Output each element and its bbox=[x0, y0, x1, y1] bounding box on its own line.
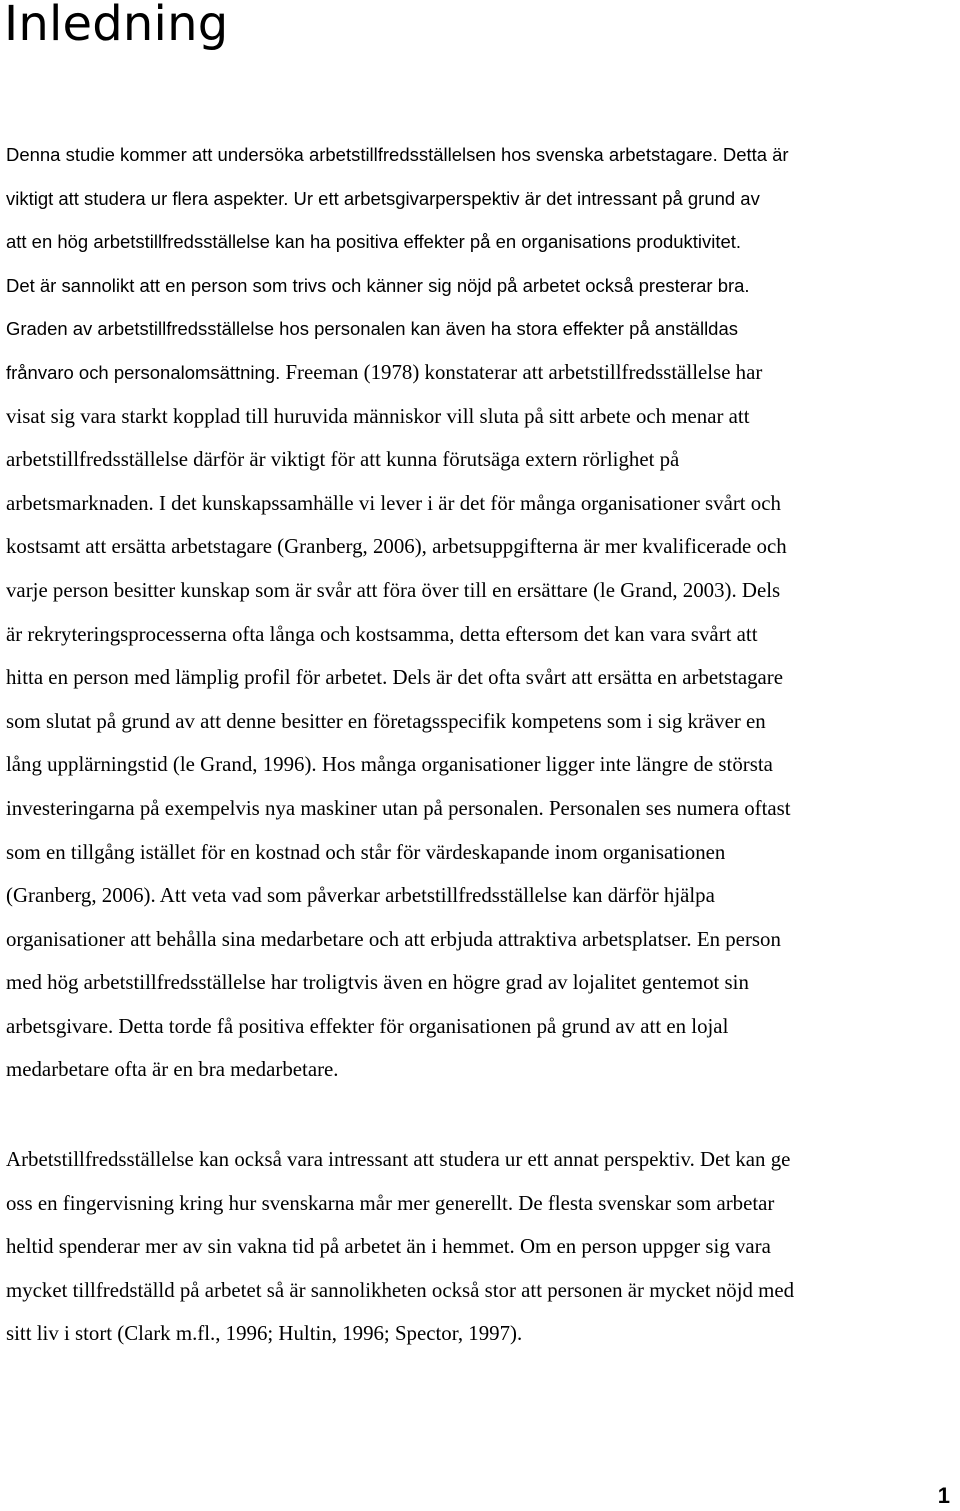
text-line-mixed bbox=[6, 482, 956, 526]
text-line: hitta en person med lämplig profil för arbetet. Dels är det ofta svårt att ersätta en arbetstagare bbox=[6, 665, 784, 690]
text-line: Graden av arbetstillfredsställelse hos personalen kan även ha stora effekter på anställdas bbox=[6, 318, 738, 340]
text-line: Arbetstillfredsställelse kan också vara intressant att studera ur ett annat perspektiv. Det kan ge bbox=[6, 1147, 791, 1171]
text-line: mycket tillfredställd på arbetet så är sannolikheten också stor att personen är mycket nöjd med bbox=[6, 1277, 795, 1302]
text-line: Denna studie kommer att undersöka arbetstillfredsställelsen hos svenska arbetstagare. Detta är bbox=[6, 144, 789, 165]
text-segment: Freeman (1978) konstaterar att arbetstillfredsställelse har bbox=[280, 359, 763, 384]
paragraph-introduction bbox=[6, 133, 960, 1092]
text-line: som slutat på grund av att denne besitter en företagsspecifik kompetens som i sig kräver en bbox=[6, 708, 766, 733]
text-segment: frånvaro och personalomsättning. bbox=[6, 361, 281, 383]
text-line: (Granberg, 2006). Att veta vad som påverkar arbetstillfredsställelse kan därför hjälpa bbox=[6, 883, 715, 908]
text-line: oss en fingervisning kring hur svenskarna mår mer generellt. De flesta svenskar som arbetar bbox=[6, 1190, 775, 1215]
text-line: arbetstillfredsställelse därför är viktigt för att kunna förutsäga extern rörlighet på bbox=[6, 447, 680, 472]
text-line: lång upplärningstid (le Grand, 1996). Hos många organisationer ligger inte längre de största bbox=[6, 752, 773, 777]
text-line: viktigt att studera ur flera aspekter. Ur ett arbetsgivarperspektiv är det intressant på grund av bbox=[6, 187, 760, 209]
text-line: att en hög arbetstillfredsställelse kan ha positiva effekter på en organisations produktivitet. bbox=[6, 231, 742, 253]
text-line: med hög arbetstillfredsställelse har troligtvis även en högre grad av lojalitet gentemot sin bbox=[6, 970, 749, 995]
text-line: organisationer att behålla sina medarbetare och att erbjuda attraktiva arbetsplatser. En person bbox=[6, 926, 781, 951]
text-line: Det är sannolikt att en person som trivs och känner sig nöjd på arbetet också presterar bra. bbox=[6, 274, 750, 296]
text-line: sitt liv i stort (Clark m.fl., 1996; Hultin, 1996; Spector, 1997). bbox=[6, 1321, 523, 1346]
page-number: 1 bbox=[937, 1483, 950, 1508]
text-line: visat sig vara starkt kopplad till huruvida människor vill sluta på sitt arbete och menar att bbox=[6, 403, 750, 428]
text-line-mixed bbox=[6, 351, 956, 395]
text-line: kostsamt att ersätta arbetstagare (Granberg, 2006), arbetsuppgifterna är mer kvalificerade och bbox=[6, 534, 787, 559]
text-segment: I det kunskapssamhälle vi lever i är det för många organisationer svårt och bbox=[153, 490, 781, 515]
paragraph-perspective bbox=[6, 1138, 960, 1356]
text-line: heltid spenderar mer av sin vakna tid på arbetet än i hemmet. Om en person uppger sig vara bbox=[6, 1234, 771, 1259]
section-heading: Inledning bbox=[4, 0, 229, 52]
text-line: som en tillgång istället för en kostnad och står för värdeskapande inom organisationen bbox=[6, 839, 726, 864]
text-line: är rekryteringsprocesserna ofta långa och kostsamma, detta eftersom det kan vara svårt att bbox=[6, 621, 758, 646]
text-line: arbetsgivare. Detta torde få positiva effekter för organisationen på grund av att en lojal bbox=[6, 1013, 729, 1038]
text-line: varje person besitter kunskap som är svår att föra över till en ersättare (le Grand, 2003). Dels bbox=[6, 577, 781, 602]
text-line: investeringarna på exempelvis nya maskiner utan på personalen. Personalen ses numera oftast bbox=[6, 795, 791, 820]
text-segment: arbetsmarknaden. bbox=[6, 490, 154, 515]
text-line: medarbetare ofta är en bra medarbetare. bbox=[6, 1057, 339, 1082]
